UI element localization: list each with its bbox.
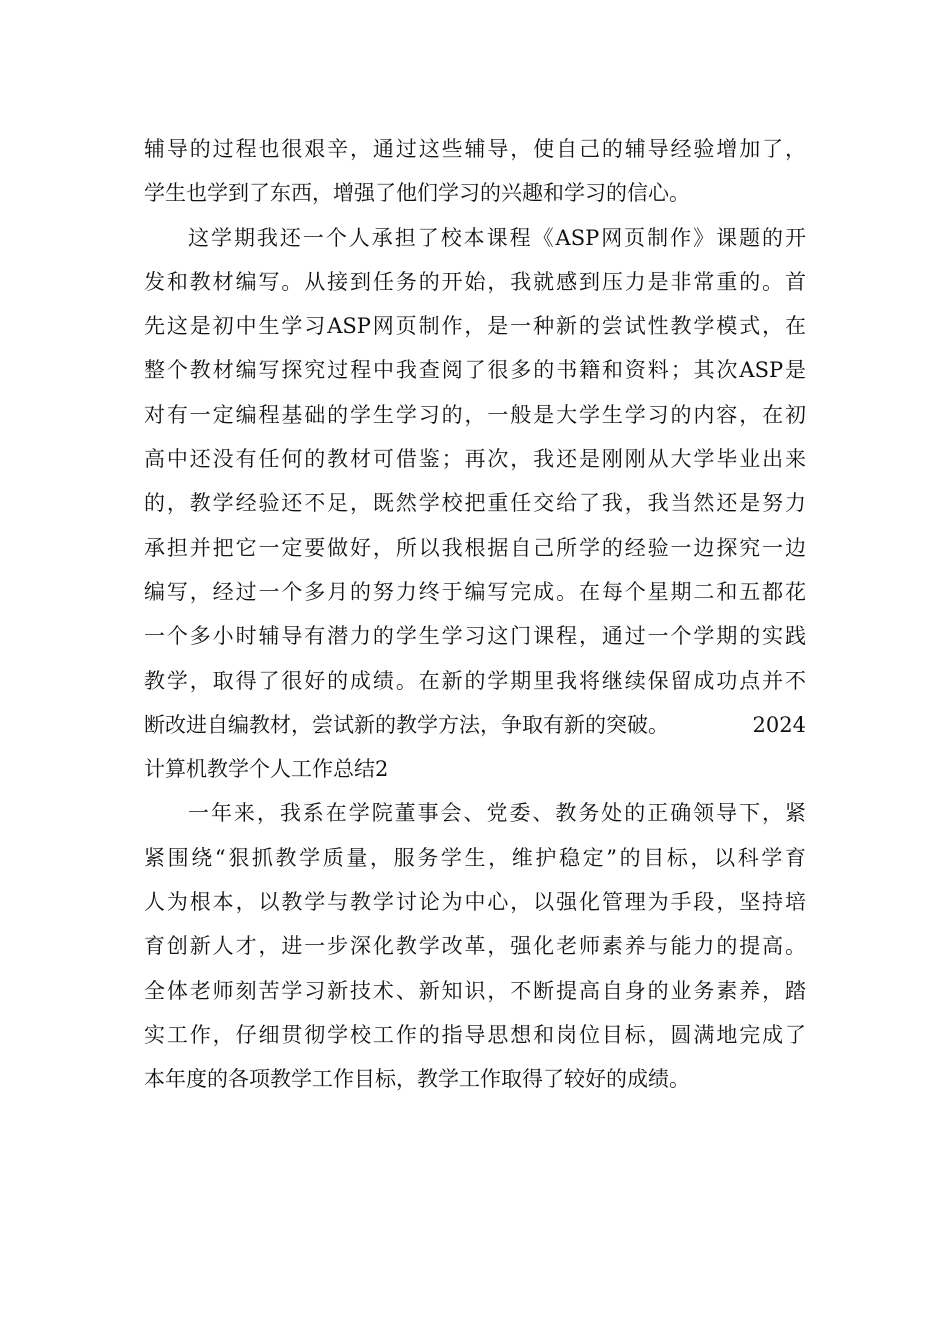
paragraph-start-line: 一年来，我系在学院董事会、党委、教务处的正确领导下，紧 (188, 801, 806, 826)
text-line: 承担并把它一定要做好，所以我根据自己所学的经验一边探究一边 (144, 535, 806, 560)
text-line: 的，教学经验还不足，既然学校把重任交给了我，我当然还是努力 (144, 491, 806, 516)
year-text: 2024 (752, 712, 806, 737)
text-line: 辅导的过程也很艰辛，通过这些辅导，使自己的辅导经验增加了， (144, 137, 806, 161)
text-line: 一个多小时辅导有潜力的学生学习这门课程，通过一个学期的实践 (144, 624, 806, 649)
text-line: 学生也学到了东西，增强了他们学习的兴趣和学习的信心。 (144, 181, 690, 206)
text-line: 高中还没有任何的教材可借鉴；再次，我还是刚刚从大学毕业出来 (144, 447, 806, 472)
text-line: 人为根本，以教学与教学讨论为中心，以强化管理为手段，坚持培 (144, 890, 806, 915)
text-line: 本年度的各项教学工作目标，教学工作取得了较好的成绩。 (144, 1067, 690, 1092)
text-line-with-year (144, 703, 806, 747)
text-line: 对有一定编程基础的学生学习的，一般是大学生学习的内容，在初 (144, 402, 806, 427)
text-line: 育创新人才，进一步深化教学改革，强化老师素养与能力的提高。 (144, 934, 806, 959)
text-line: 全体老师刻苦学习新技术、新知识，不断提高自身的业务素养，踏 (144, 978, 806, 1003)
text-line: 整个教材编写探究过程中我查阅了很多的书籍和资料；其次ASP是 (144, 358, 806, 383)
text-line: 紧围绕“狠抓教学质量，服务学生，维护稳定”的目标，以科学育 (144, 845, 806, 870)
text-line: 发和教材编写。从接到任务的开始，我就感到压力是非常重的。首 (144, 269, 806, 294)
section-title: 计算机教学个人工作总结2 (144, 757, 389, 782)
body-text (144, 127, 806, 1102)
text-line: 编写，经过一个多月的努力终于编写完成。在每个星期二和五都花 (144, 579, 806, 604)
text-line-main: 断改进自编教材，尝试新的教学方法，争取有新的突破。 (144, 712, 669, 737)
text-line: 教学，取得了很好的成绩。在新的学期里我将继续保留成功点并不 (144, 668, 806, 693)
text-line: 先这是初中生学习ASP网页制作，是一种新的尝试性教学模式，在 (144, 314, 806, 339)
paragraph-start-line: 这学期我还一个人承担了校本课程《ASP网页制作》课题的开 (188, 225, 806, 250)
text-line: 实工作，仔细贯彻学校工作的指导思想和岗位目标，圆满地完成了 (144, 1022, 806, 1047)
